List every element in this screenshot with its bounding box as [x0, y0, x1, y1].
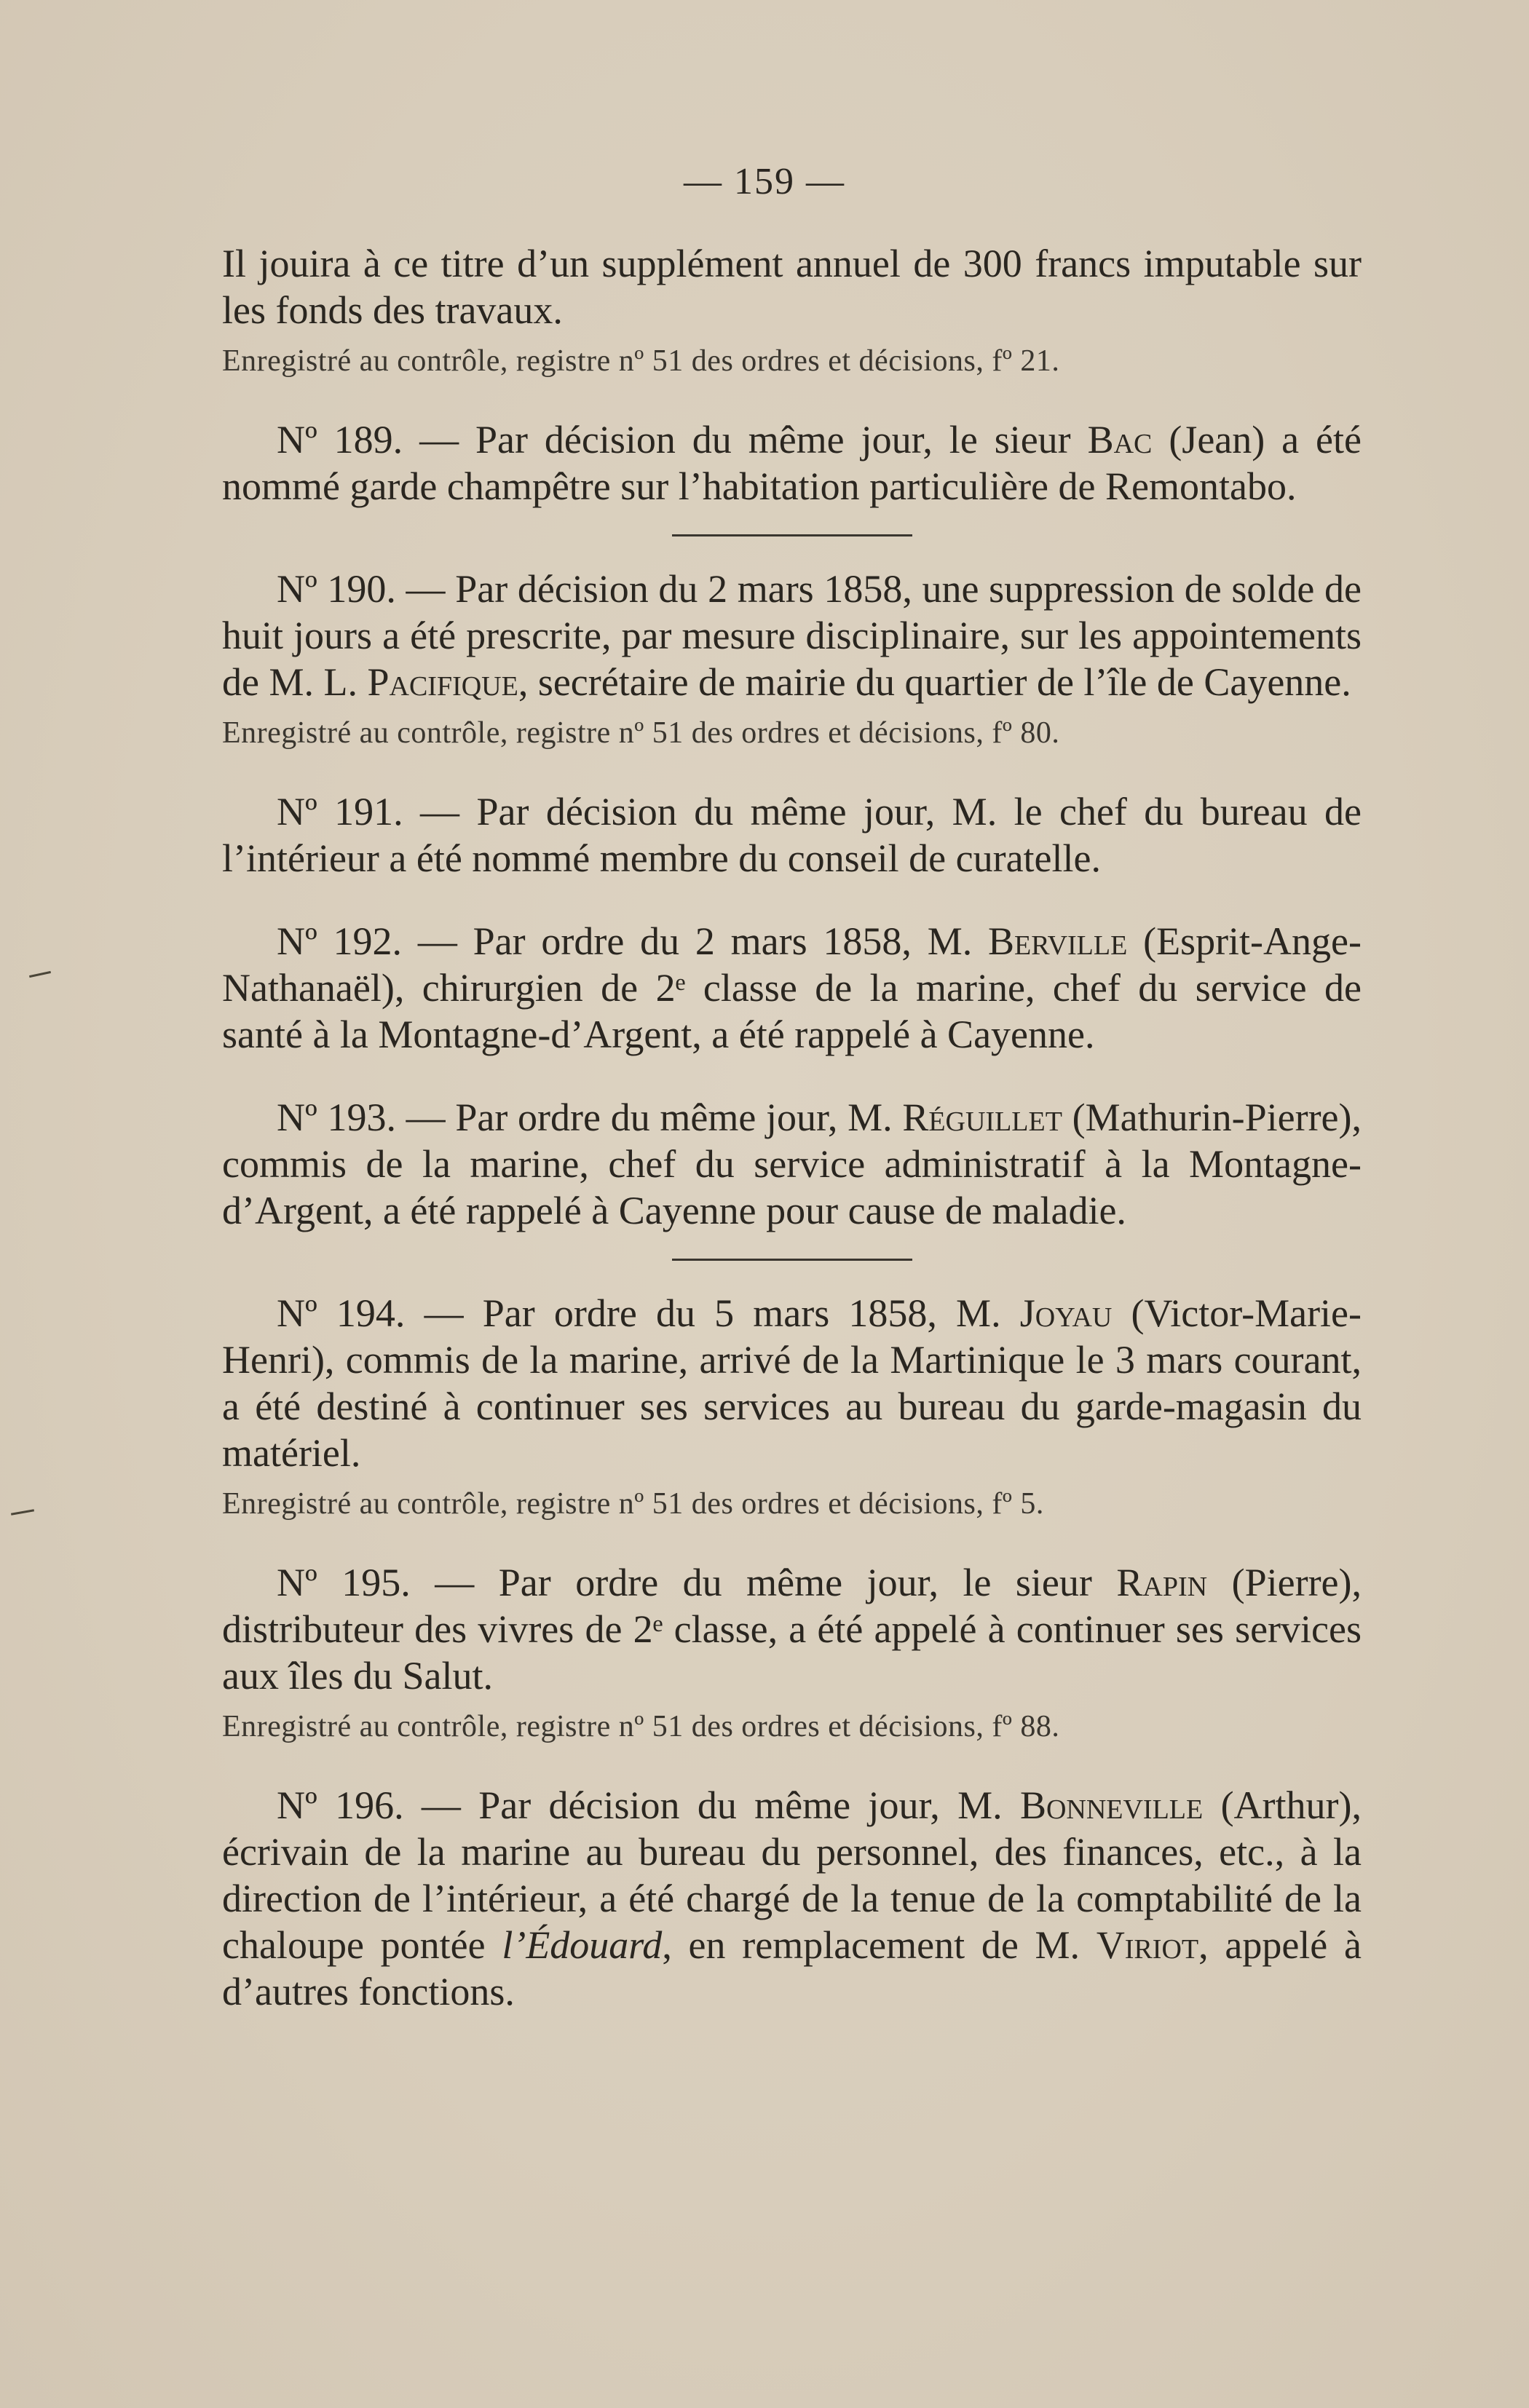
registration-line: Enregistré au contrôle, registre nº 51 des ordres et décisions, fº 21.	[222, 344, 1060, 378]
entry-text: (Jean) a été nommé garde champêtre sur l’habitation particulière de Remontabo.	[222, 418, 1362, 508]
entry-189	[222, 416, 1362, 510]
spacer	[222, 1523, 1362, 1559]
spacer	[222, 380, 1362, 416]
entry-191	[222, 788, 1362, 882]
entry-number: Nº 196.	[277, 1783, 404, 1827]
person-name: Rapin	[1116, 1561, 1208, 1604]
entry-195	[222, 1559, 1362, 1699]
entry-text: — Par décision du même jour, le sieur	[403, 418, 1088, 462]
text-column	[222, 240, 1362, 2015]
entry-text: — Par décision du même jour, M. le chef du bureau de l’intérieur a été nommé membre du conseil de curatelle.	[222, 790, 1362, 880]
entry-number: Nº 193.	[277, 1096, 396, 1139]
entry-text: — Par ordre du même jour, M.	[395, 1096, 903, 1139]
entry-196	[222, 1782, 1362, 2015]
entry-193	[222, 1094, 1362, 1234]
entry-text: — Par ordre du 2 mars 1858, M.	[402, 919, 989, 963]
paragraph-188-tail: Il jouira à ce titre d’un supplément annuel de 300 francs imputable sur les fonds des travaux.	[222, 242, 1362, 332]
entry-text: , en remplacement de M.	[662, 1923, 1097, 1967]
entry-text: (Victor-Marie-Henri), commis de la marine, arrivé de la Martinique le 3 mars courant, a été destiné à continuer ses services au bureau du garde-magasin du matériel.	[222, 1291, 1362, 1475]
entry-194	[222, 1290, 1362, 1476]
spacer	[222, 1058, 1362, 1094]
entry-number: Nº 190.	[277, 567, 396, 611]
entry-text: (Pierre), distributeur des vivres de 2ᵉ classe, a été appelé à continuer ses services aux îles du Salut.	[222, 1561, 1362, 1698]
entry-text: , secrétaire de mairie du quartier de l’île de Cayenne.	[518, 660, 1351, 704]
entry-text: (Esprit-Ange-Nathanaël), chirurgien de 2ᵉ classe de la marine, chef du service de santé à la Montagne-d’Argent, a été rappelé à Cayenne.	[222, 919, 1362, 1056]
person-name: Viriot	[1096, 1923, 1199, 1967]
entry-text: (Arthur), écrivain de la marine au bureau du personnel, des finances, etc., à la direction de l’intérieur, a été chargé de la tenue de la comptabilité de la chaloupe pontée	[222, 1783, 1362, 1967]
entry-number: Nº 192.	[277, 919, 403, 963]
entry-text: (Mathurin-Pierre), commis de la marine, chef du service administratif à la Montagne-d’Argent, a été rappelé à Cayenne pour cause de maladie.	[222, 1096, 1362, 1232]
spacer	[222, 536, 1362, 566]
entry-text: — Par ordre du 5 mars 1858, M.	[405, 1291, 1020, 1335]
entry-text: — Par décision du 2 mars 1858, une suppression de solde de huit jours a été prescrite, par mesure disciplinaire, sur les appointements de M. L.	[222, 567, 1362, 704]
person-name: Bonneville	[1019, 1783, 1204, 1827]
entry-number: Nº 191.	[277, 790, 403, 833]
entry-number: Nº 194.	[277, 1291, 406, 1335]
spacer	[222, 752, 1362, 788]
person-name: Joyau	[1019, 1291, 1113, 1335]
entry-190	[222, 566, 1362, 705]
registration-line: Enregistré au contrôle, registre nº 51 des ordres et décisions, fº 5.	[222, 1487, 1044, 1521]
page-number: — 159 —	[684, 161, 845, 202]
spacer	[222, 882, 1362, 918]
margin-mark	[29, 971, 51, 978]
entry-number: Nº 195.	[277, 1561, 411, 1604]
spacer	[222, 1746, 1362, 1782]
ship-name: l’Édouard	[502, 1923, 663, 1967]
margin-mark	[11, 1509, 34, 1516]
entry-text: — Par ordre du même jour, le sieur	[410, 1561, 1117, 1604]
person-name: Berville	[988, 919, 1128, 963]
entry-192	[222, 918, 1362, 1058]
spacer	[222, 1261, 1362, 1290]
person-name: Réguillet	[902, 1096, 1062, 1139]
entry-text: , appelé à d’autres fonctions.	[222, 1923, 1362, 2013]
registration-line: Enregistré au contrôle, registre nº 51 des ordres et décisions, fº 80.	[222, 716, 1060, 750]
person-name: Pacifique	[367, 660, 518, 704]
person-name: Bac	[1087, 418, 1153, 462]
entry-text: — Par décision du même jour, M.	[403, 1783, 1020, 1827]
entry-number: Nº 189.	[277, 418, 403, 462]
registration-line: Enregistré au contrôle, registre nº 51 des ordres et décisions, fº 88.	[222, 1710, 1060, 1743]
